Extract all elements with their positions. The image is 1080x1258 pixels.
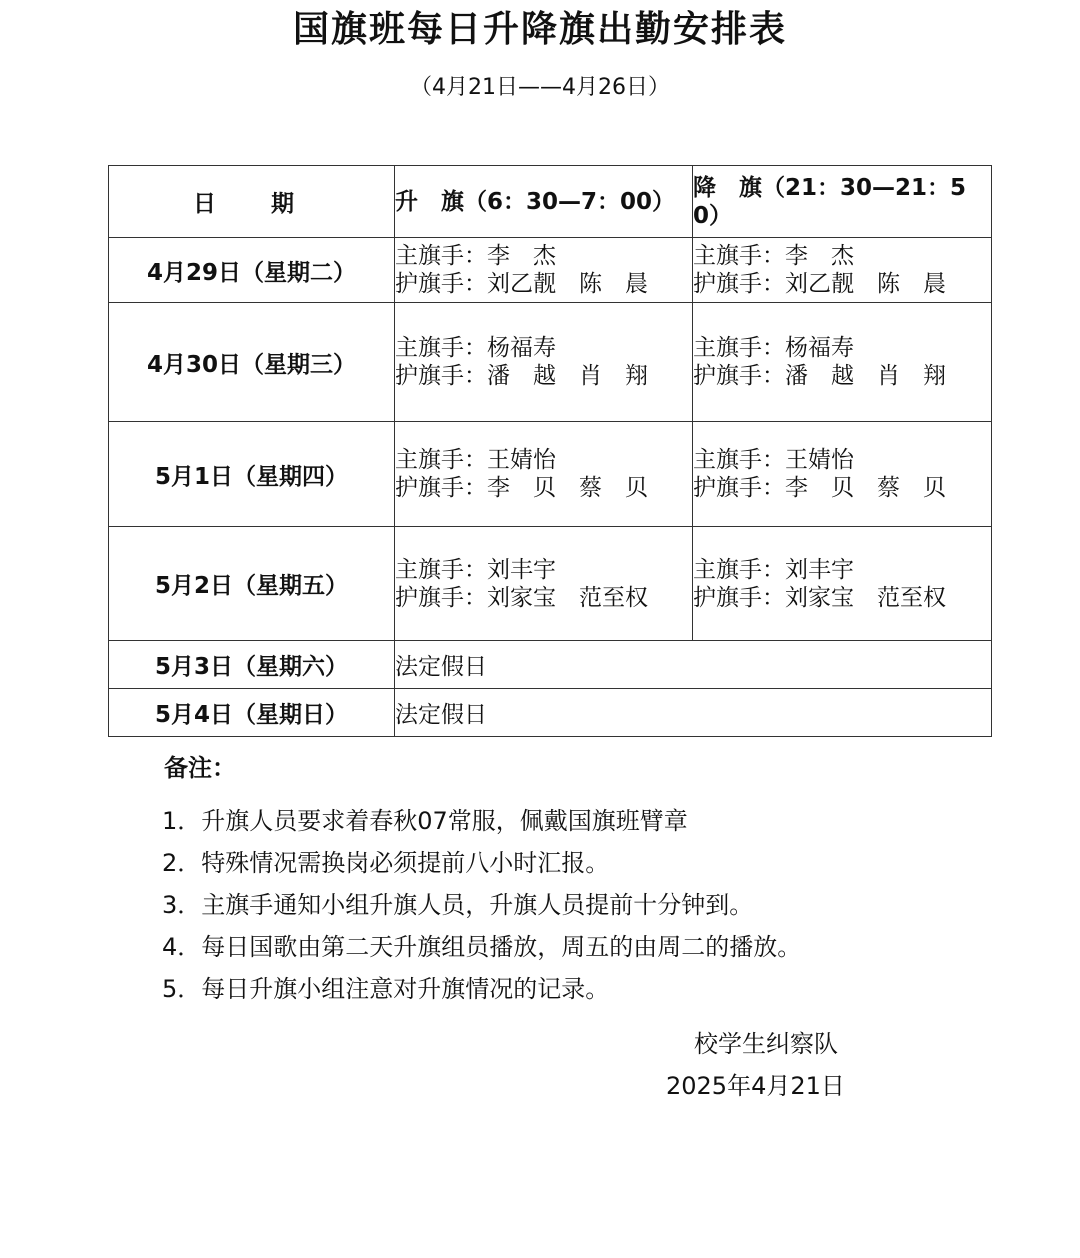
- guard-flag-bearers: 护旗手：李 贝 蔡 贝: [693, 475, 946, 501]
- row-date: 4月29日（星期二）: [109, 238, 395, 303]
- signature-date: 2025年4月21日: [666, 1072, 845, 1100]
- row-date: 4月30日（星期三）: [109, 303, 395, 422]
- table-row: [109, 303, 992, 422]
- duty-schedule-table: [108, 165, 992, 737]
- note-item: 2．特殊情况需换岗必须提前八小时汇报。: [162, 849, 610, 877]
- lower-duty-cell: [693, 527, 992, 641]
- guard-flag-bearers: 护旗手：刘乙靓 陈 晨: [395, 271, 648, 297]
- raise-duty-cell: [395, 303, 693, 422]
- row-date: 5月2日（星期五）: [109, 527, 395, 641]
- main-flag-bearer: 主旗手：王婧怡: [395, 447, 556, 473]
- page-title: 国旗班每日升降旗出勤安排表: [292, 9, 787, 50]
- guard-flag-bearers: 护旗手：潘 越 肖 翔: [395, 363, 648, 389]
- table-row: [109, 422, 992, 527]
- lower-duty-cell: [693, 238, 992, 303]
- row-date: 5月1日（星期四）: [109, 422, 395, 527]
- raise-duty-cell: [395, 527, 693, 641]
- date-range-subtitle: （4月21日——4月26日）: [410, 75, 670, 100]
- main-flag-bearer: 主旗手：李 杰: [395, 243, 556, 269]
- main-flag-bearer: 主旗手：刘丰宇: [395, 556, 556, 583]
- header-date: 日 期: [109, 166, 395, 238]
- note-item: 3．主旗手通知小组升旗人员，升旗人员提前十分钟到。: [162, 891, 754, 919]
- lower-duty-cell: [693, 303, 992, 422]
- guard-flag-bearers: 护旗手：刘家宝 范至权: [693, 584, 946, 611]
- table-row: [109, 527, 992, 641]
- main-flag-bearer: 主旗手：杨福寿: [693, 335, 854, 361]
- holiday-cell: 法定假日: [395, 641, 992, 689]
- signature-organization: 校学生纠察队: [694, 1030, 838, 1058]
- lower-duty-cell: [693, 422, 992, 527]
- main-flag-bearer: 主旗手：王婧怡: [693, 447, 854, 473]
- holiday-cell: 法定假日: [395, 689, 992, 737]
- row-date: 5月4日（星期日）: [109, 689, 395, 737]
- row-date: 5月3日（星期六）: [109, 641, 395, 689]
- table-row: [109, 238, 992, 303]
- table-header-row: [109, 166, 992, 238]
- main-flag-bearer: 主旗手：李 杰: [693, 243, 854, 269]
- raise-duty-cell: [395, 422, 693, 527]
- table-row: [109, 641, 992, 689]
- note-item: 5．每日升旗小组注意对升旗情况的记录。: [162, 975, 610, 1003]
- guard-flag-bearers: 护旗手：刘乙靓 陈 晨: [693, 271, 946, 297]
- header-raise: 升 旗（6：30—7：00）: [395, 166, 693, 238]
- raise-duty-cell: [395, 238, 693, 303]
- guard-flag-bearers: 护旗手：李 贝 蔡 贝: [395, 475, 648, 501]
- notes-list: [162, 800, 801, 1010]
- header-lower: 降 旗（21：30—21：50）: [693, 166, 992, 238]
- note-item: 4．每日国歌由第二天升旗组员播放，周五的由周二的播放。: [162, 933, 802, 961]
- main-flag-bearer: 主旗手：杨福寿: [395, 335, 556, 361]
- guard-flag-bearers: 护旗手：潘 越 肖 翔: [693, 363, 946, 389]
- notes-heading: 备注：: [164, 754, 236, 782]
- table-row: [109, 689, 992, 737]
- main-flag-bearer: 主旗手：刘丰宇: [693, 556, 854, 583]
- guard-flag-bearers: 护旗手：刘家宝 范至权: [395, 584, 648, 611]
- note-item: 1．升旗人员要求着春秋07常服，佩戴国旗班臂章: [162, 807, 688, 835]
